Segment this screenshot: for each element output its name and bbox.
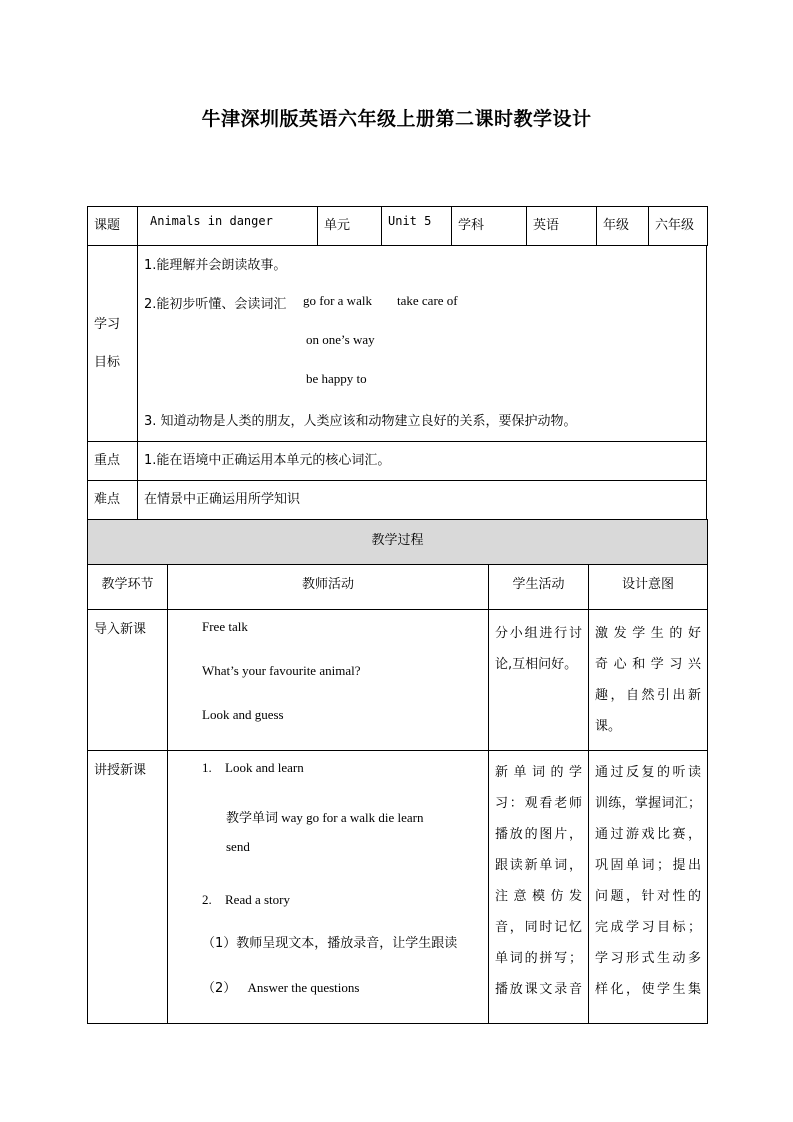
- student-line: 音，同时记忆: [495, 920, 582, 935]
- objectives-label-2: 目标: [94, 354, 121, 370]
- sub-item-2-number: （2）: [202, 981, 237, 996]
- difficulties-text: 在情景中正确运用所学知识: [144, 492, 301, 507]
- item2-number: 2.: [202, 892, 212, 907]
- topic-value: Animals in danger: [150, 214, 273, 228]
- intent-line: 趣，自然引出新: [595, 688, 702, 703]
- grade-label: 年级: [603, 218, 630, 233]
- intent-line: 问题，针对性的: [595, 889, 702, 904]
- objective-2-phrase-b: take care of: [397, 293, 458, 308]
- stage-lead-in: 导入新课: [94, 622, 147, 637]
- subject-label: 学科: [458, 218, 485, 233]
- col-student: 学生活动: [512, 577, 565, 592]
- student-line: 分小组进行讨: [495, 626, 582, 641]
- objective-2-prefix: 2.能初步听懂、会读词汇: [144, 297, 287, 312]
- document-title: 牛津深圳版英语六年级上册第二课时教学设计: [201, 108, 592, 130]
- col-stage: 教学环节: [101, 577, 154, 592]
- student-line: 习：观看老师: [495, 796, 582, 811]
- process-table: [87, 519, 708, 1024]
- grade-value: 六年级: [655, 218, 695, 233]
- col-intent: 设计意图: [622, 577, 675, 592]
- sub-item-1: （1）教师呈现文本，播放录音，让学生跟读: [202, 936, 458, 951]
- student-line: 单词的拼写；: [495, 951, 582, 966]
- sub-item-2-text: Answer the questions: [247, 980, 360, 995]
- intent-line: 学习形式生动多: [595, 951, 702, 966]
- intent-line: 训练，掌握词汇；: [595, 796, 702, 811]
- intent-line: 完成学习目标；: [595, 920, 702, 935]
- intent-line: 奇心和学习兴: [595, 657, 702, 672]
- item1-number: 1.: [202, 760, 212, 775]
- difficulties-label: 难点: [94, 492, 121, 507]
- intent-line: 激发学生的好: [595, 626, 702, 641]
- unit-value: Unit 5: [388, 214, 432, 228]
- student-line: 播放课文录音: [495, 982, 582, 997]
- subject-value: 英语: [533, 218, 560, 233]
- teacher-line: Free talk: [202, 619, 248, 634]
- objectives-table: [87, 245, 707, 520]
- objective-3: 3. 知道动物是人类的朋友，人类应该和动物建立良好的关系，要保护动物。: [144, 414, 577, 429]
- intent-line: 通过反复的听读: [595, 765, 702, 780]
- table-row: [88, 751, 708, 1024]
- col-teacher: 教师活动: [301, 577, 354, 592]
- intent-line: 样化，使学生集: [595, 982, 702, 997]
- item1-detail: 教学单词 way go for a walk die learn: [226, 810, 424, 825]
- student-line: 播放的图片，: [495, 827, 582, 842]
- teacher-line: What’s your favourite animal?: [202, 663, 361, 678]
- lesson-plan-sheet: [87, 206, 707, 1024]
- objective-2-phrase-d: be happy to: [306, 371, 367, 386]
- item1-detail: send: [226, 839, 250, 854]
- objective-2-phrase-a: go for a walk: [303, 293, 372, 308]
- topic-label: 课题: [94, 218, 121, 233]
- objectives-label-1: 学习: [94, 316, 121, 332]
- student-line: 注意模仿发: [495, 889, 582, 904]
- objective-2-phrase-c: on one’s way: [306, 332, 375, 347]
- key-points-label: 重点: [94, 453, 121, 468]
- student-line: 跟读新单词，: [495, 858, 582, 873]
- objective-1: 1.能理解并会朗读故事。: [144, 258, 287, 273]
- key-points-text: 1.能在语境中正确运用本单元的核心词汇。: [144, 453, 391, 468]
- intent-line: 通过游戏比赛，: [595, 827, 702, 842]
- item1-title: Look and learn: [225, 760, 304, 775]
- item2-title: Read a story: [225, 892, 290, 907]
- unit-label: 单元: [324, 218, 351, 233]
- header-table: [87, 206, 708, 246]
- student-line: 论,互相问好。: [495, 657, 578, 672]
- intent-line: 课。: [595, 719, 622, 734]
- process-heading: 教学过程: [371, 533, 424, 548]
- table-row: [88, 610, 708, 751]
- stage-new-lesson: 讲授新课: [94, 763, 147, 778]
- intent-line: 巩固单词；提出: [595, 858, 702, 873]
- student-line: 新单词的学: [495, 765, 582, 780]
- teacher-line: Look and guess: [202, 707, 284, 722]
